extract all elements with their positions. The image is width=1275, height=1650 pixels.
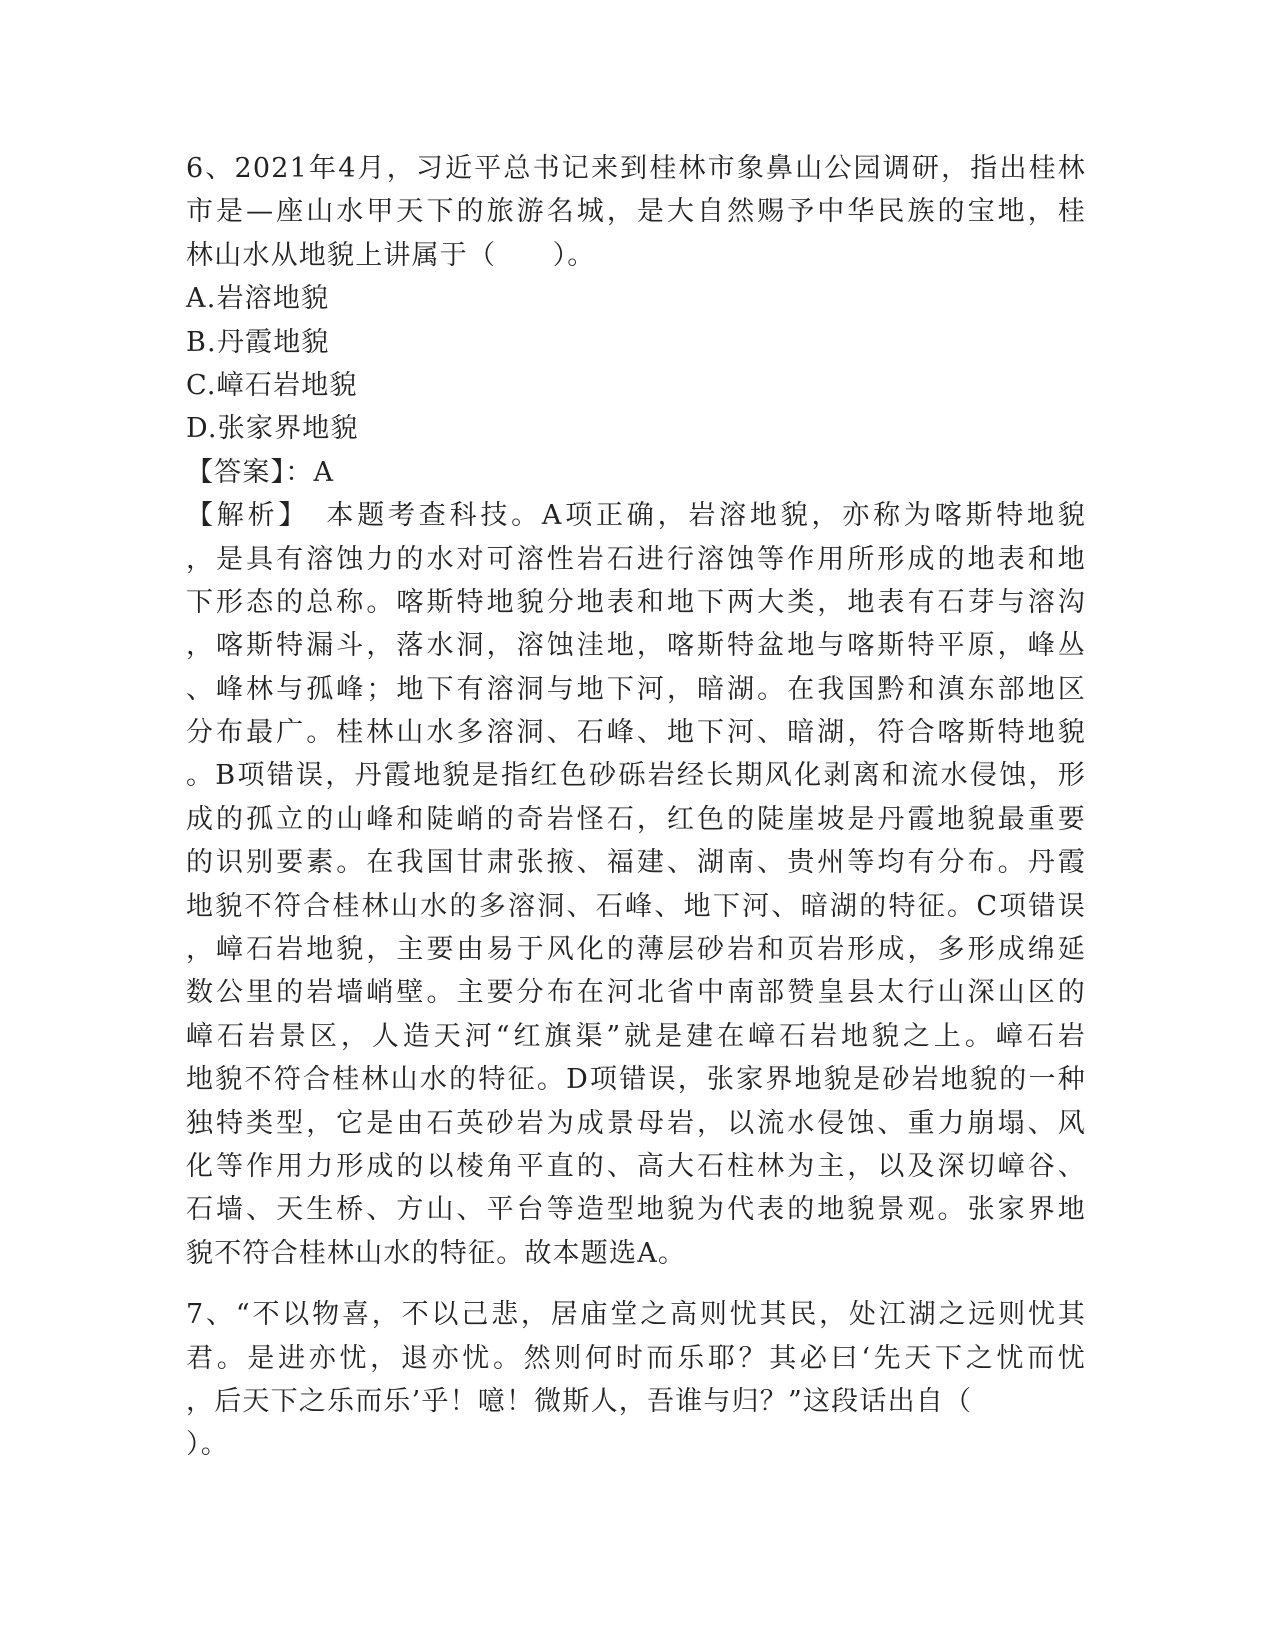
analysis-line: 数公里的岩墙峭壁。主要分布在河北省中南部赞皇县太行山深山区的 (186, 977, 1086, 1009)
analysis-line: 的识别要素。在我国甘肃张掖、福建、湖南、贵州等均有分布。丹霞 (186, 847, 1086, 879)
question-stem-line: ，后天下之乐而乐’乎！噫！微斯人，吾谁与归？”这段话出自（ (186, 1385, 973, 1417)
question-stem-line: 7、“不以物喜，不以己悲，居庙堂之高则忧其民，处江湖之远则忧其 (186, 1299, 1086, 1331)
analysis-line: 貌不符合桂林山水的特征。故本题选A。 (186, 1237, 687, 1269)
analysis-line: 下形态的总称。喀斯特地貌分地表和地下两大类，地表有石芽与溶沟 (186, 586, 1086, 618)
analysis-line: 地貌不符合桂林山水的特征。D项错误，张家界地貌是砂岩地貌的一种 (186, 1064, 1086, 1096)
analysis-line: 嶂石岩景区，人造天河“红旗渠”就是建在嶂石岩地貌之上。嶂石岩 (186, 1020, 1086, 1052)
document-page (186, 147, 1086, 1467)
question-spacer (186, 1275, 1086, 1293)
question-7 (186, 1293, 1086, 1467)
analysis-block (186, 494, 1086, 1275)
analysis-line: ，嶂石岩地貌，主要由易于风化的薄层砂岩和页岩形成，多形成绵延 (186, 934, 1086, 966)
question-6-options (186, 277, 1086, 451)
analysis-line: 成的孤立的山峰和陡峭的奇岩怪石，红色的陡崖坡是丹霞地貌最重要 (186, 803, 1086, 835)
analysis-line: 【解析】 本题考查科技。A项正确，岩溶地貌，亦称为喀斯特地貌 (186, 500, 1086, 532)
analysis-line: 分布最广。桂林山水多溶洞、石峰、地下河、暗湖，符合喀斯特地貌 (186, 717, 1086, 749)
question-6-stem (186, 147, 1086, 277)
question-stem-line: 林山水从地貌上讲属于（ ）。 (186, 239, 596, 271)
answer-line: 【答案】：A (186, 456, 335, 488)
question-stem-line: 6、2021年4月，习近平总书记来到桂林市象鼻山公园调研，指出桂林 (186, 153, 1086, 184)
analysis-line: 、峰林与孤峰；地下有溶洞与地下河，暗湖。在我国黔和滇东部地区 (186, 673, 1086, 705)
option-b: B.丹霞地貌 (186, 326, 330, 358)
question-stem-line: ）。 (186, 1429, 229, 1461)
analysis-line: 化等作用力形成的以棱角平直的、高大石柱林为主，以及深切嶂谷、 (186, 1150, 1086, 1182)
analysis-line: 独特类型，它是由石英砂岩为成景母岩，以流水侵蚀、重力崩塌、风 (186, 1107, 1086, 1139)
option-a: A.岩溶地貌 (186, 283, 330, 315)
analysis-line: ，是具有溶蚀力的水对可溶性岩石进行溶蚀等作用所形成的地表和地 (186, 543, 1086, 575)
analysis-line: 地貌不符合桂林山水的多溶洞、石峰、地下河、暗湖的特征。C项错误 (186, 890, 1086, 922)
question-6 (186, 147, 1086, 1275)
analysis-line: 石墙、天生桥、方山、平台等造型地貌为代表的地貌景观。张家界地 (186, 1194, 1086, 1226)
question-stem-line: 市是—座山水甲天下的旅游名城，是大自然赐予中华民族的宝地，桂 (186, 196, 1086, 228)
question-stem-line: 君。是进亦忧，退亦忧。然则何时而乐耶？其必曰‘先天下之忧而忧 (186, 1342, 1086, 1374)
analysis-line: 。B项错误，丹霞地貌是指红色砂砾岩经长期风化剥离和流水侵蚀，形 (186, 760, 1086, 792)
option-d: D.张家界地貌 (186, 413, 359, 445)
analysis-line: ，喀斯特漏斗，落水洞，溶蚀洼地，喀斯特盆地与喀斯特平原，峰丛 (186, 630, 1086, 662)
question-7-stem (186, 1293, 1086, 1467)
option-c: C.嶂石岩地貌 (186, 369, 358, 401)
